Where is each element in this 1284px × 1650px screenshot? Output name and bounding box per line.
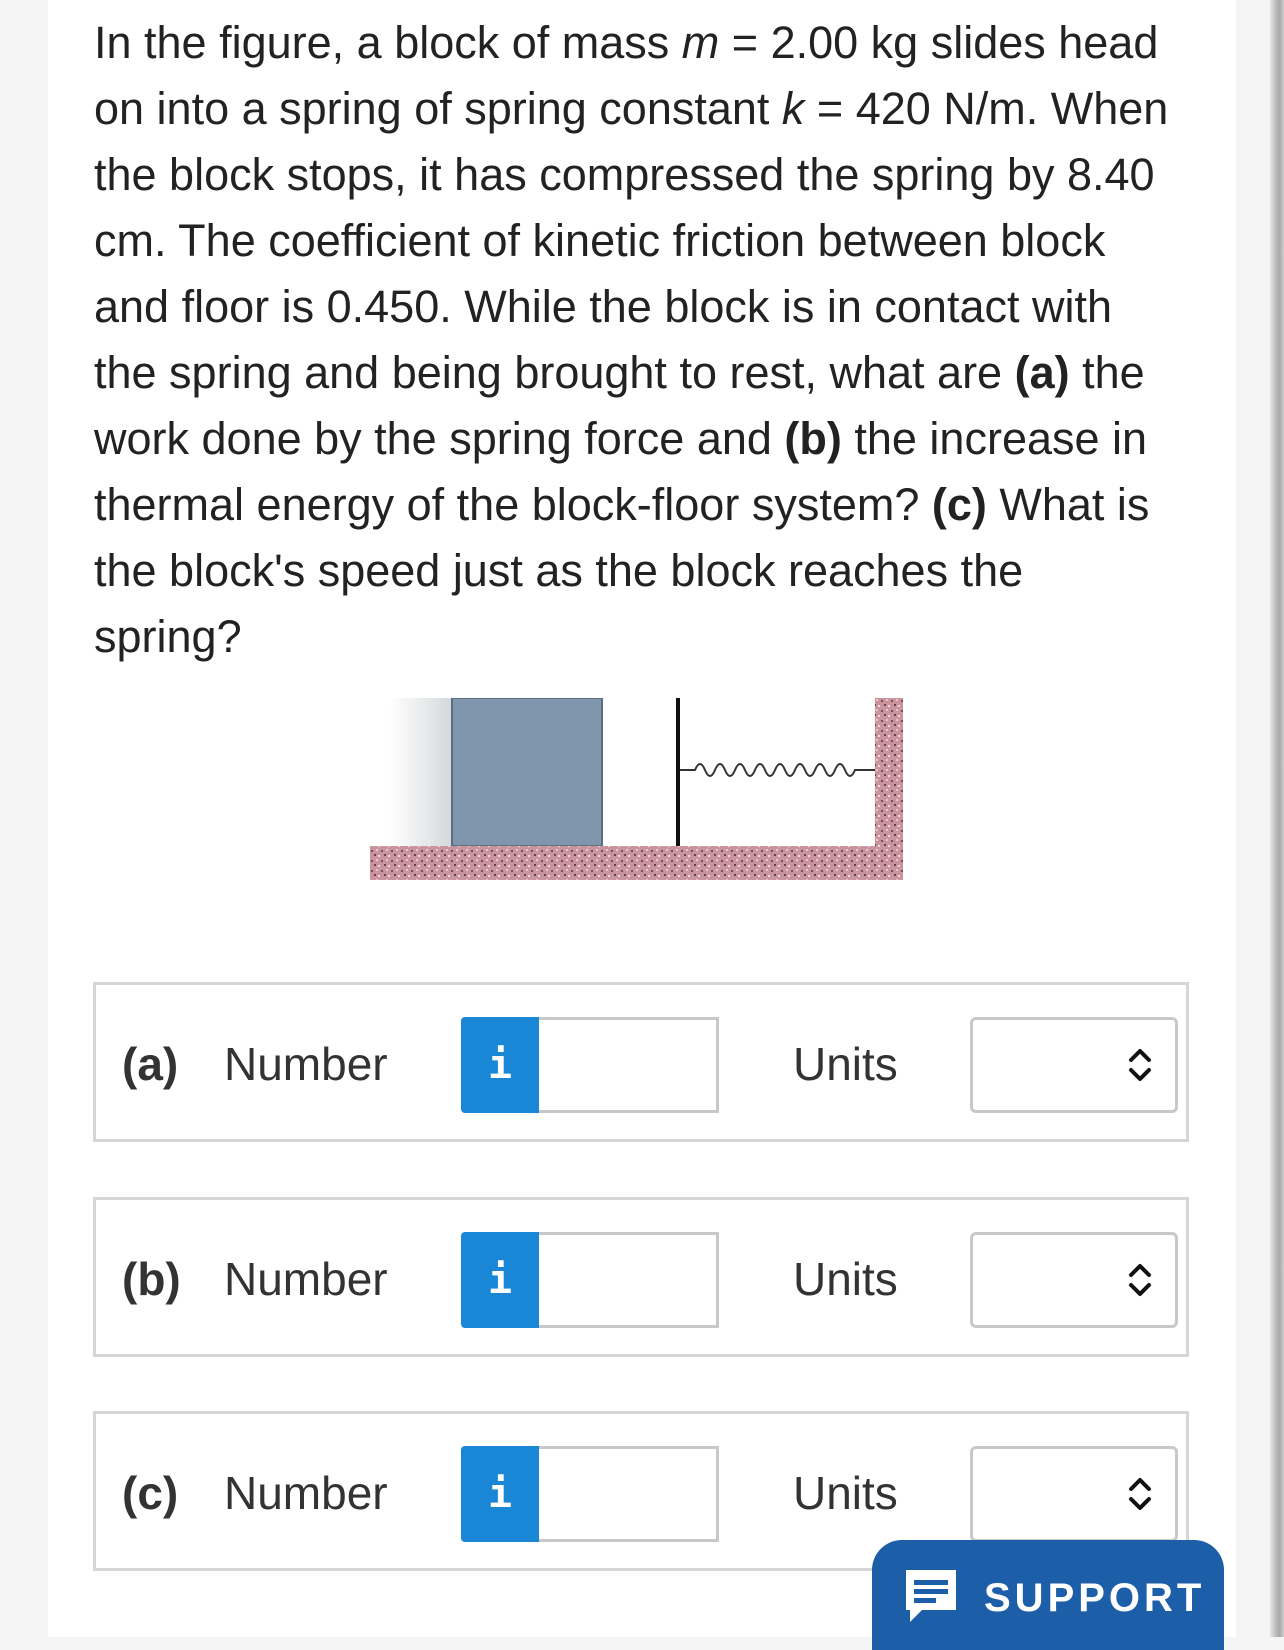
units-label-a: Units: [793, 1038, 898, 1090]
chevron-updown-icon: [1125, 1471, 1155, 1517]
chat-icon: [902, 1566, 960, 1624]
part-label-c: (c): [122, 1467, 179, 1519]
figure-illustration: [370, 698, 914, 882]
units-label-b: Units: [793, 1253, 898, 1305]
units-label-c: Units: [793, 1467, 898, 1519]
support-button[interactable]: [872, 1540, 1224, 1650]
block-spring-figure: [370, 698, 914, 882]
scrollbar[interactable]: [1270, 0, 1284, 1637]
part-label-b: (b): [122, 1253, 181, 1305]
floor: [370, 846, 903, 880]
answer-row-b: [93, 1197, 1189, 1357]
number-input-b[interactable]: [539, 1232, 719, 1328]
number-label-c: Number: [224, 1467, 388, 1519]
part-label-a: (a): [122, 1038, 179, 1090]
chevron-updown-icon: [1125, 1042, 1155, 1088]
spring: [680, 764, 875, 776]
info-icon: i: [487, 1042, 513, 1088]
number-input-c[interactable]: [539, 1446, 719, 1542]
number-label-a: Number: [224, 1038, 388, 1090]
wall: [875, 698, 903, 846]
number-label-b: Number: [224, 1253, 388, 1305]
answer-row-a: [93, 982, 1189, 1142]
info-icon: i: [487, 1257, 513, 1303]
info-button-a[interactable]: [461, 1017, 539, 1113]
chevron-updown-icon: [1125, 1257, 1155, 1303]
number-input-a[interactable]: [539, 1017, 719, 1113]
support-label: SUPPORT: [984, 1575, 1206, 1620]
question-text: In the figure, a block of mass m = 2.00 kg slides head on into a spring of spring constant k = 420 N/m. When the block stops, it has compressed the spring by 8.40 cm. The coefficient of kinetic friction between block and floor is 0.450. While the block is in contact with the spring and being brought to rest, what are (a) the work done by the spring force and (b) the increase in thermal energy of the block-floor system? (c) What is the block's speed just as the block reaches the spring?: [94, 17, 1169, 662]
info-button-b[interactable]: [461, 1232, 539, 1328]
units-select-c[interactable]: [970, 1446, 1178, 1542]
block: [452, 698, 602, 846]
info-button-c[interactable]: [461, 1446, 539, 1542]
units-select-b[interactable]: [970, 1232, 1178, 1328]
info-icon: i: [487, 1471, 513, 1517]
motion-blur: [390, 698, 460, 846]
units-select-a[interactable]: [970, 1017, 1178, 1113]
